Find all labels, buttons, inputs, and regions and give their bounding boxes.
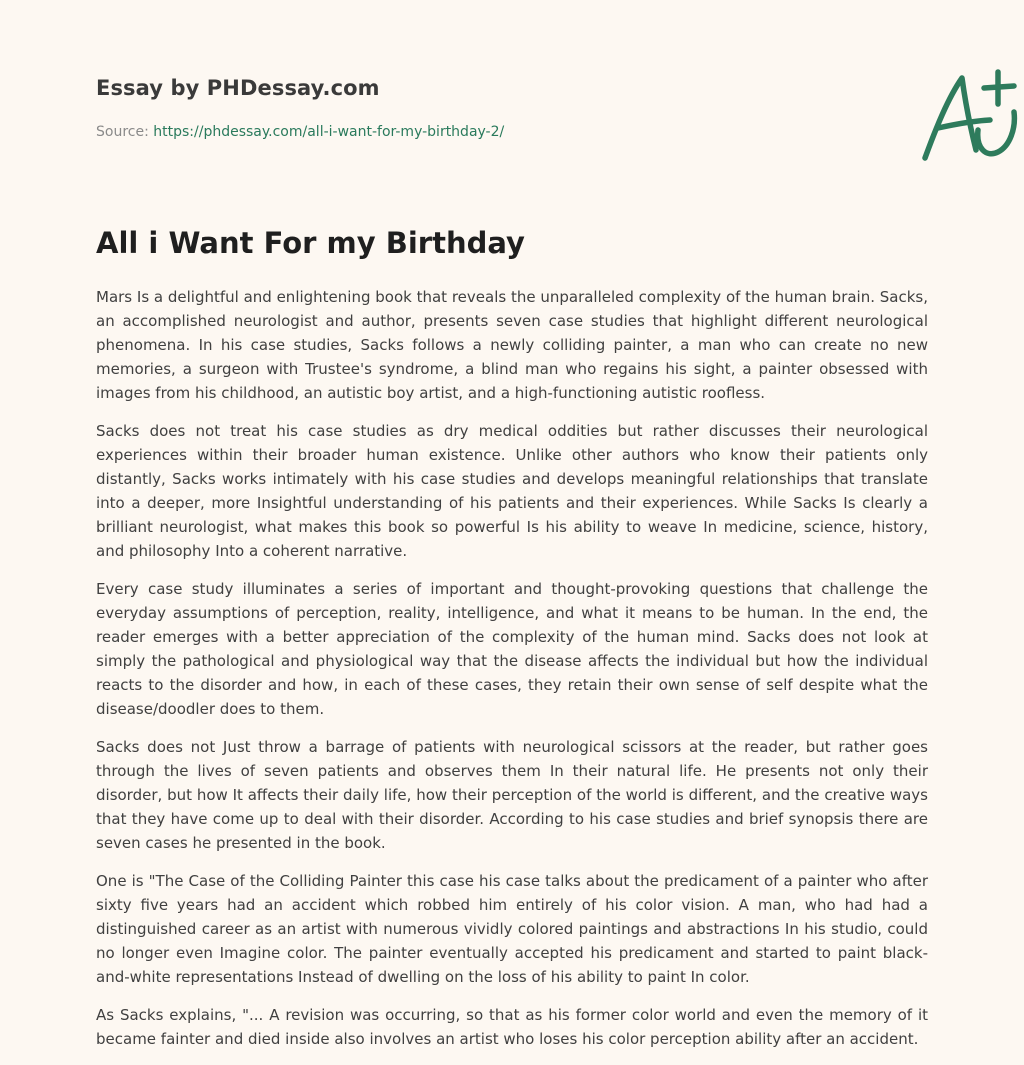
essay-paragraph: One is "The Case of the Colliding Painter this case his case talks about the predicament of a painter who after sixty five years had an accident which robbed him entirely of his color vision. A man, who had had a distinguished career as an artist with numerous vividly colored paintings and abstractions In his studio, could no longer even Imagine color. The painter eventually accepted his predicament and started to paint black-and-white representations Instead of dwelling on the loss of his ability to paint In color.	[96, 872, 928, 986]
brand-heading: Essay by PHDessay.com	[96, 76, 380, 100]
essay-paragraph: Mars Is a delightful and enlightening book that reveals the unparalleled complexity of the human brain. Sacks, an accomplished neurologist and author, presents seven case studies that highlight different neurological phenomena. In his case studies, Sacks follows a newly colliding painter, a man who can create no new memories, a surgeon with Trustee's syndrome, a blind man who regains his sight, a painter obsessed with images from his childhood, an autistic boy artist, and a high-functioning autistic roofless.	[96, 288, 928, 402]
essay-paragraph: Sacks does not Just throw a barrage of patients with neurological scissors at the reader, but rather goes through the lives of seven patients and observes them In their natural life. He presents not only their disorder, but how It affects their daily life, how their perception of the world is different, and the creative ways that they have come up to deal with their disorder. According to his case studies and brief synopsis there are seven cases he presented in the book.	[96, 738, 928, 852]
essay-title: All i Want For my Birthday	[96, 226, 525, 260]
essay-paragraph: Sacks does not treat his case studies as dry medical oddities but rather discusses their neurological experiences within their broader human existence. Unlike other authors who know their patients only distantly, Sacks works intimately with his case studies and develops meaningful relationships that translate into a deeper, more Insightful understanding of his patients and their experiences. While Sacks Is clearly a brilliant neurologist, what makes this book so powerful Is his ability to weave In medicine, science, history, and philosophy Into a coherent narrative.	[96, 422, 928, 560]
source-link[interactable]: https://phdessay.com/all-i-want-for-my-birthday-2/	[153, 124, 505, 140]
source-line	[96, 124, 504, 140]
source-label: Source:	[96, 124, 154, 140]
a-plus-icon	[918, 66, 1024, 166]
essay-body	[96, 285, 928, 1065]
essay-paragraph: As Sacks explains, "... A revision was occurring, so that as his former color world and even the memory of it became fainter and died inside also involves an artist who loses his color perception ability after an accident.	[96, 1006, 928, 1048]
essay-paragraph: Every case study illuminates a series of important and thought-provoking questions that challenge the everyday assumptions of perception, reality, intelligence, and what it means to be human. In the end, the reader emerges with a better appreciation of the complexity of the human mind. Sacks does not look at simply the pathological and physiological way that the disease affects the individual but how the individual reacts to the disorder and how, in each of these cases, they retain their own sense of self despite what the disease/doodler does to them.	[96, 580, 928, 718]
